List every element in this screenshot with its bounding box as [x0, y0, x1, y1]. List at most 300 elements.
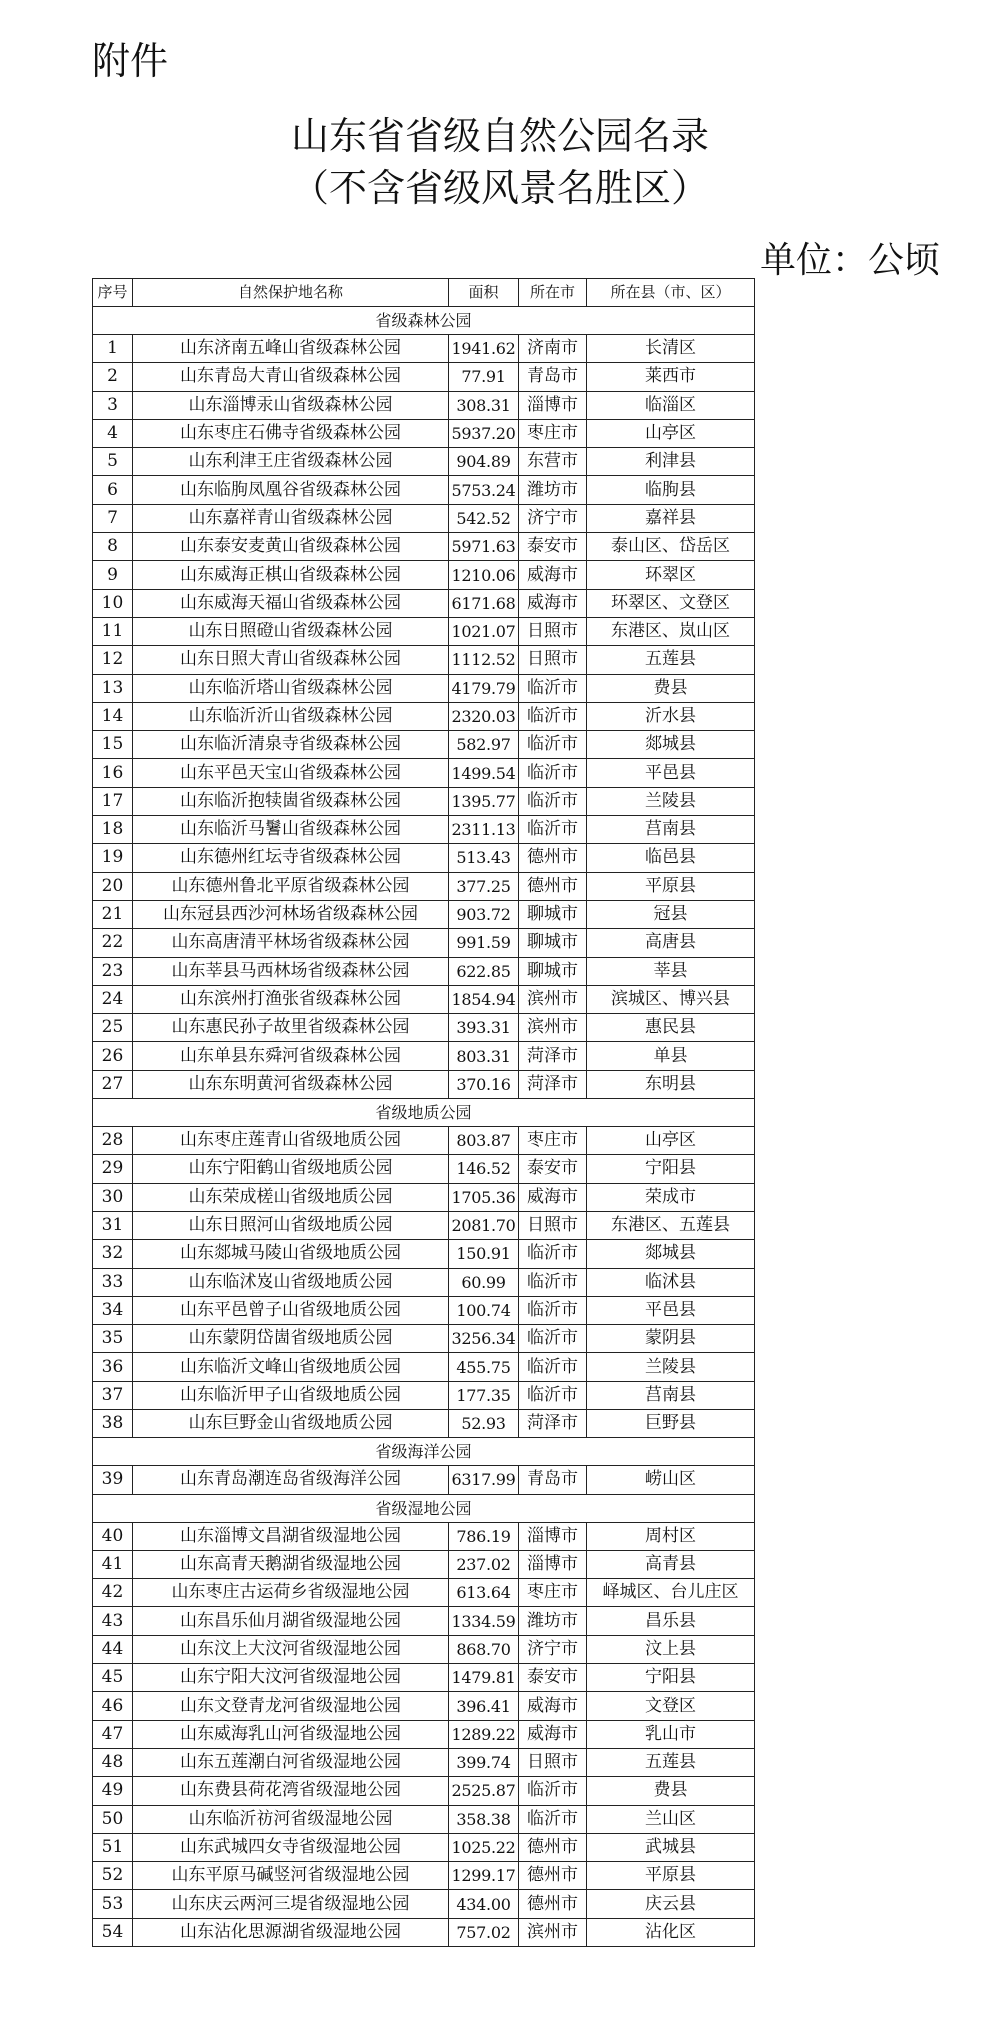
table-row	[93, 1833, 755, 1861]
park-area: 582.97	[449, 731, 519, 759]
row-index: 13	[93, 674, 133, 702]
table-row	[93, 1664, 755, 1692]
park-city: 泰安市	[519, 1664, 587, 1692]
table-row	[93, 1918, 755, 1946]
park-city: 临沂市	[519, 1240, 587, 1268]
park-area: 6171.68	[449, 589, 519, 617]
row-index: 7	[93, 504, 133, 532]
table-row	[93, 1381, 755, 1409]
park-area: 542.52	[449, 504, 519, 532]
park-city: 菏泽市	[519, 1042, 587, 1070]
park-area: 2525.87	[449, 1777, 519, 1805]
row-index: 8	[93, 533, 133, 561]
park-name: 山东汶上大汶河省级湿地公园	[133, 1635, 449, 1663]
park-city: 临沂市	[519, 731, 587, 759]
park-area: 2311.13	[449, 816, 519, 844]
section-header-row	[93, 1099, 755, 1127]
table-row	[93, 1579, 755, 1607]
park-name: 山东日照河山省级地质公园	[133, 1211, 449, 1239]
table-row	[93, 1466, 755, 1494]
park-county: 临邑县	[587, 844, 755, 872]
park-name: 山东日照磴山省级森林公园	[133, 617, 449, 645]
row-index: 35	[93, 1325, 133, 1353]
park-county: 庆云县	[587, 1890, 755, 1918]
park-name: 山东淄博汞山省级森林公园	[133, 391, 449, 419]
park-area: 399.74	[449, 1748, 519, 1776]
park-county: 东港区、岚山区	[587, 617, 755, 645]
park-city: 威海市	[519, 1692, 587, 1720]
park-name: 山东泰安麦黄山省级森林公园	[133, 533, 449, 561]
park-county: 莱西市	[587, 363, 755, 391]
table-row	[93, 674, 755, 702]
row-index: 39	[93, 1466, 133, 1494]
park-city: 青岛市	[519, 1466, 587, 1494]
park-county: 长清区	[587, 335, 755, 363]
section-title: 省级森林公园	[93, 307, 755, 335]
table-row	[93, 504, 755, 532]
park-county: 环翠区、文登区	[587, 589, 755, 617]
park-area: 5937.20	[449, 419, 519, 447]
park-name: 山东庆云两河三堤省级湿地公园	[133, 1890, 449, 1918]
table-row	[93, 1211, 755, 1239]
park-county: 武城县	[587, 1833, 755, 1861]
row-index: 45	[93, 1664, 133, 1692]
park-name: 山东宁阳大汶河省级湿地公园	[133, 1664, 449, 1692]
park-area: 1941.62	[449, 335, 519, 363]
table-row	[93, 1240, 755, 1268]
title-line-1: 山东省省级自然公园名录	[290, 114, 709, 158]
park-name: 山东临沂马鬐山省级森林公园	[133, 816, 449, 844]
park-city: 济南市	[519, 335, 587, 363]
park-area: 5753.24	[449, 476, 519, 504]
park-county: 高青县	[587, 1550, 755, 1578]
table-row	[93, 1183, 755, 1211]
row-index: 54	[93, 1918, 133, 1946]
park-city: 潍坊市	[519, 1607, 587, 1635]
row-index: 22	[93, 929, 133, 957]
park-city: 泰安市	[519, 1155, 587, 1183]
park-city: 淄博市	[519, 1550, 587, 1578]
park-name: 山东五莲潮白河省级湿地公园	[133, 1748, 449, 1776]
park-city: 威海市	[519, 561, 587, 589]
park-city: 潍坊市	[519, 476, 587, 504]
table-row	[93, 844, 755, 872]
park-city: 临沂市	[519, 674, 587, 702]
park-area: 1334.59	[449, 1607, 519, 1635]
park-county: 五莲县	[587, 1748, 755, 1776]
park-county: 沾化区	[587, 1918, 755, 1946]
park-area: 100.74	[449, 1296, 519, 1324]
park-area: 4179.79	[449, 674, 519, 702]
park-county: 东明县	[587, 1070, 755, 1098]
park-name: 山东临沂抱犊崮省级森林公园	[133, 787, 449, 815]
table-row	[93, 1720, 755, 1748]
park-name: 山东嘉祥青山省级森林公园	[133, 504, 449, 532]
park-area: 396.41	[449, 1692, 519, 1720]
header-county: 所在县（市、区）	[587, 279, 755, 307]
table-row	[93, 391, 755, 419]
park-area: 1025.22	[449, 1833, 519, 1861]
table-body	[93, 307, 755, 1947]
park-county: 五莲县	[587, 646, 755, 674]
park-name: 山东文登青龙河省级湿地公园	[133, 1692, 449, 1720]
park-area: 803.87	[449, 1127, 519, 1155]
park-area: 903.72	[449, 900, 519, 928]
row-index: 14	[93, 702, 133, 730]
title-line-2: （不含省级风景名胜区）	[290, 166, 709, 210]
park-name: 山东临沭岌山省级地质公园	[133, 1268, 449, 1296]
table-row	[93, 1409, 755, 1437]
park-county: 荣成市	[587, 1183, 755, 1211]
table-row	[93, 1353, 755, 1381]
park-area: 622.85	[449, 957, 519, 985]
park-county: 莒南县	[587, 816, 755, 844]
row-index: 50	[93, 1805, 133, 1833]
park-county: 嘉祥县	[587, 504, 755, 532]
park-name: 山东德州鲁北平原省级森林公园	[133, 872, 449, 900]
table-row	[93, 1635, 755, 1663]
unit-label: 单位：公顷	[760, 240, 941, 281]
park-name: 山东枣庄莲青山省级地质公园	[133, 1127, 449, 1155]
park-county: 兰山区	[587, 1805, 755, 1833]
park-name: 山东威海天福山省级森林公园	[133, 589, 449, 617]
park-area: 393.31	[449, 1014, 519, 1042]
row-index: 29	[93, 1155, 133, 1183]
park-name: 山东临沂文峰山省级地质公园	[133, 1353, 449, 1381]
row-index: 3	[93, 391, 133, 419]
park-county: 费县	[587, 1777, 755, 1805]
park-county: 兰陵县	[587, 787, 755, 815]
park-city: 聊城市	[519, 957, 587, 985]
table-header-row	[93, 279, 755, 307]
park-name: 山东临沂塔山省级森林公园	[133, 674, 449, 702]
section-header-row	[93, 307, 755, 335]
park-county: 惠民县	[587, 1014, 755, 1042]
park-name: 山东惠民孙子故里省级森林公园	[133, 1014, 449, 1042]
park-county: 临淄区	[587, 391, 755, 419]
park-area: 5971.63	[449, 533, 519, 561]
table-row	[93, 702, 755, 730]
row-index: 49	[93, 1777, 133, 1805]
park-city: 威海市	[519, 1183, 587, 1211]
park-name: 山东临沂祊河省级湿地公园	[133, 1805, 449, 1833]
table-row	[93, 1692, 755, 1720]
parks-table	[92, 278, 755, 1947]
table-row	[93, 1296, 755, 1324]
park-area: 237.02	[449, 1550, 519, 1578]
table-row	[93, 646, 755, 674]
header-city: 所在市	[519, 279, 587, 307]
section-title: 省级海洋公园	[93, 1438, 755, 1466]
row-index: 19	[93, 844, 133, 872]
park-city: 临沂市	[519, 759, 587, 787]
park-county: 费县	[587, 674, 755, 702]
park-city: 临沂市	[519, 816, 587, 844]
row-index: 43	[93, 1607, 133, 1635]
table-row	[93, 1805, 755, 1833]
row-index: 47	[93, 1720, 133, 1748]
park-county: 文登区	[587, 1692, 755, 1720]
park-county: 平邑县	[587, 1296, 755, 1324]
park-city: 枣庄市	[519, 419, 587, 447]
park-name: 山东郯城马陵山省级地质公园	[133, 1240, 449, 1268]
table-row	[93, 589, 755, 617]
table-row	[93, 787, 755, 815]
park-name: 山东平邑曾子山省级地质公园	[133, 1296, 449, 1324]
park-area: 868.70	[449, 1635, 519, 1663]
park-name: 山东临沂清泉寺省级森林公园	[133, 731, 449, 759]
park-city: 菏泽市	[519, 1070, 587, 1098]
park-name: 山东昌乐仙月湖省级湿地公园	[133, 1607, 449, 1635]
park-city: 淄博市	[519, 1522, 587, 1550]
park-area: 1299.17	[449, 1862, 519, 1890]
park-area: 377.25	[449, 872, 519, 900]
row-index: 32	[93, 1240, 133, 1268]
row-index: 4	[93, 419, 133, 447]
park-city: 淄博市	[519, 391, 587, 419]
park-city: 枣庄市	[519, 1127, 587, 1155]
park-city: 临沂市	[519, 1353, 587, 1381]
park-city: 德州市	[519, 1890, 587, 1918]
section-title: 省级地质公园	[93, 1099, 755, 1127]
park-city: 东营市	[519, 448, 587, 476]
park-name: 山东枣庄古运荷乡省级湿地公园	[133, 1579, 449, 1607]
park-area: 1021.07	[449, 617, 519, 645]
row-index: 18	[93, 816, 133, 844]
park-area: 60.99	[449, 1268, 519, 1296]
row-index: 1	[93, 335, 133, 363]
park-county: 利津县	[587, 448, 755, 476]
table-row	[93, 1550, 755, 1578]
park-area: 803.31	[449, 1042, 519, 1070]
park-city: 日照市	[519, 646, 587, 674]
row-index: 15	[93, 731, 133, 759]
table-row	[93, 1890, 755, 1918]
park-name: 山东费县荷花湾省级湿地公园	[133, 1777, 449, 1805]
row-index: 9	[93, 561, 133, 589]
park-name: 山东沾化思源湖省级湿地公园	[133, 1918, 449, 1946]
park-county: 宁阳县	[587, 1664, 755, 1692]
row-index: 46	[93, 1692, 133, 1720]
park-name: 山东滨州打渔张省级森林公园	[133, 985, 449, 1013]
header-name: 自然保护地名称	[133, 279, 449, 307]
park-name: 山东青岛潮连岛省级海洋公园	[133, 1466, 449, 1494]
row-index: 25	[93, 1014, 133, 1042]
park-city: 临沂市	[519, 1296, 587, 1324]
park-area: 1112.52	[449, 646, 519, 674]
park-county: 泰山区、岱岳区	[587, 533, 755, 561]
park-area: 6317.99	[449, 1466, 519, 1494]
table-row	[93, 335, 755, 363]
park-name: 山东巨野金山省级地质公园	[133, 1409, 449, 1437]
park-city: 日照市	[519, 617, 587, 645]
table-row	[93, 759, 755, 787]
table-row	[93, 1777, 755, 1805]
park-city: 德州市	[519, 872, 587, 900]
table-row	[93, 561, 755, 589]
park-name: 山东荣成槎山省级地质公园	[133, 1183, 449, 1211]
park-name: 山东济南五峰山省级森林公园	[133, 335, 449, 363]
park-area: 358.38	[449, 1805, 519, 1833]
park-city: 滨州市	[519, 1918, 587, 1946]
park-area: 513.43	[449, 844, 519, 872]
park-city: 日照市	[519, 1748, 587, 1776]
park-name: 山东莘县马西林场省级森林公园	[133, 957, 449, 985]
park-area: 52.93	[449, 1409, 519, 1437]
table-row	[93, 900, 755, 928]
park-county: 乳山市	[587, 1720, 755, 1748]
row-index: 44	[93, 1635, 133, 1663]
table-row	[93, 363, 755, 391]
park-county: 巨野县	[587, 1409, 755, 1437]
row-index: 37	[93, 1381, 133, 1409]
table-row	[93, 1042, 755, 1070]
park-name: 山东临沂沂山省级森林公园	[133, 702, 449, 730]
row-index: 42	[93, 1579, 133, 1607]
park-county: 山亭区	[587, 419, 755, 447]
park-name: 山东宁阳鹤山省级地质公园	[133, 1155, 449, 1183]
park-county: 平邑县	[587, 759, 755, 787]
park-name: 山东高唐清平林场省级森林公园	[133, 929, 449, 957]
table-row	[93, 1862, 755, 1890]
row-index: 34	[93, 1296, 133, 1324]
park-county: 沂水县	[587, 702, 755, 730]
park-area: 1210.06	[449, 561, 519, 589]
table-row	[93, 617, 755, 645]
table-row	[93, 985, 755, 1013]
park-city: 威海市	[519, 1720, 587, 1748]
park-area: 757.02	[449, 1918, 519, 1946]
park-name: 山东利津王庄省级森林公园	[133, 448, 449, 476]
park-area: 3256.34	[449, 1325, 519, 1353]
park-city: 德州市	[519, 1833, 587, 1861]
row-index: 51	[93, 1833, 133, 1861]
park-county: 环翠区	[587, 561, 755, 589]
row-index: 16	[93, 759, 133, 787]
park-county: 平原县	[587, 872, 755, 900]
park-name: 山东平邑天宝山省级森林公园	[133, 759, 449, 787]
park-name: 山东蒙阴岱崮省级地质公园	[133, 1325, 449, 1353]
park-city: 滨州市	[519, 1014, 587, 1042]
row-index: 30	[93, 1183, 133, 1211]
row-index: 38	[93, 1409, 133, 1437]
park-county: 崂山区	[587, 1466, 755, 1494]
park-area: 1395.77	[449, 787, 519, 815]
park-city: 济宁市	[519, 504, 587, 532]
row-index: 48	[93, 1748, 133, 1776]
table-row	[93, 957, 755, 985]
section-title: 省级湿地公园	[93, 1494, 755, 1522]
row-index: 41	[93, 1550, 133, 1578]
row-index: 36	[93, 1353, 133, 1381]
park-name: 山东青岛大青山省级森林公园	[133, 363, 449, 391]
park-city: 临沂市	[519, 1805, 587, 1833]
row-index: 11	[93, 617, 133, 645]
park-name: 山东临沂甲子山省级地质公园	[133, 1381, 449, 1409]
row-index: 24	[93, 985, 133, 1013]
park-name: 山东威海乳山河省级湿地公园	[133, 1720, 449, 1748]
park-city: 聊城市	[519, 900, 587, 928]
park-name: 山东威海正棋山省级森林公园	[133, 561, 449, 589]
park-county: 兰陵县	[587, 1353, 755, 1381]
park-county: 高唐县	[587, 929, 755, 957]
park-area: 146.52	[449, 1155, 519, 1183]
park-city: 德州市	[519, 1862, 587, 1890]
park-county: 峄城区、台儿庄区	[587, 1579, 755, 1607]
park-county: 单县	[587, 1042, 755, 1070]
table-row	[93, 1325, 755, 1353]
park-city: 日照市	[519, 1211, 587, 1239]
table-row	[93, 816, 755, 844]
document-title	[0, 110, 1000, 214]
table-row	[93, 1127, 755, 1155]
park-name: 山东淄博文昌湖省级湿地公园	[133, 1522, 449, 1550]
park-county: 临沭县	[587, 1268, 755, 1296]
park-county: 平原县	[587, 1862, 755, 1890]
park-area: 177.35	[449, 1381, 519, 1409]
row-index: 27	[93, 1070, 133, 1098]
park-name: 山东日照大青山省级森林公园	[133, 646, 449, 674]
park-area: 1289.22	[449, 1720, 519, 1748]
park-county: 郯城县	[587, 731, 755, 759]
table-row	[93, 1155, 755, 1183]
park-city: 临沂市	[519, 1381, 587, 1409]
row-index: 5	[93, 448, 133, 476]
table-row	[93, 1522, 755, 1550]
table-row	[93, 1014, 755, 1042]
row-index: 33	[93, 1268, 133, 1296]
row-index: 6	[93, 476, 133, 504]
park-area: 150.91	[449, 1240, 519, 1268]
park-city: 青岛市	[519, 363, 587, 391]
table-row	[93, 1070, 755, 1098]
park-city: 临沂市	[519, 1325, 587, 1353]
park-city: 济宁市	[519, 1635, 587, 1663]
park-city: 菏泽市	[519, 1409, 587, 1437]
park-area: 904.89	[449, 448, 519, 476]
row-index: 40	[93, 1522, 133, 1550]
park-county: 山亭区	[587, 1127, 755, 1155]
park-area: 77.91	[449, 363, 519, 391]
table-row	[93, 731, 755, 759]
section-header-row	[93, 1494, 755, 1522]
park-city: 泰安市	[519, 533, 587, 561]
table-row	[93, 1748, 755, 1776]
park-area: 991.59	[449, 929, 519, 957]
row-index: 12	[93, 646, 133, 674]
park-county: 宁阳县	[587, 1155, 755, 1183]
park-county: 临朐县	[587, 476, 755, 504]
row-index: 26	[93, 1042, 133, 1070]
park-name: 山东东明黄河省级森林公园	[133, 1070, 449, 1098]
park-area: 2081.70	[449, 1211, 519, 1239]
park-city: 临沂市	[519, 1268, 587, 1296]
table-row	[93, 1607, 755, 1635]
row-index: 17	[93, 787, 133, 815]
park-county: 莘县	[587, 957, 755, 985]
park-name: 山东单县东舜河省级森林公园	[133, 1042, 449, 1070]
header-area: 面积	[449, 279, 519, 307]
section-header-row	[93, 1438, 755, 1466]
table-row	[93, 533, 755, 561]
park-city: 威海市	[519, 589, 587, 617]
row-index: 20	[93, 872, 133, 900]
park-name: 山东德州红坛寺省级森林公园	[133, 844, 449, 872]
park-county: 昌乐县	[587, 1607, 755, 1635]
park-city: 临沂市	[519, 702, 587, 730]
row-index: 52	[93, 1862, 133, 1890]
park-area: 786.19	[449, 1522, 519, 1550]
